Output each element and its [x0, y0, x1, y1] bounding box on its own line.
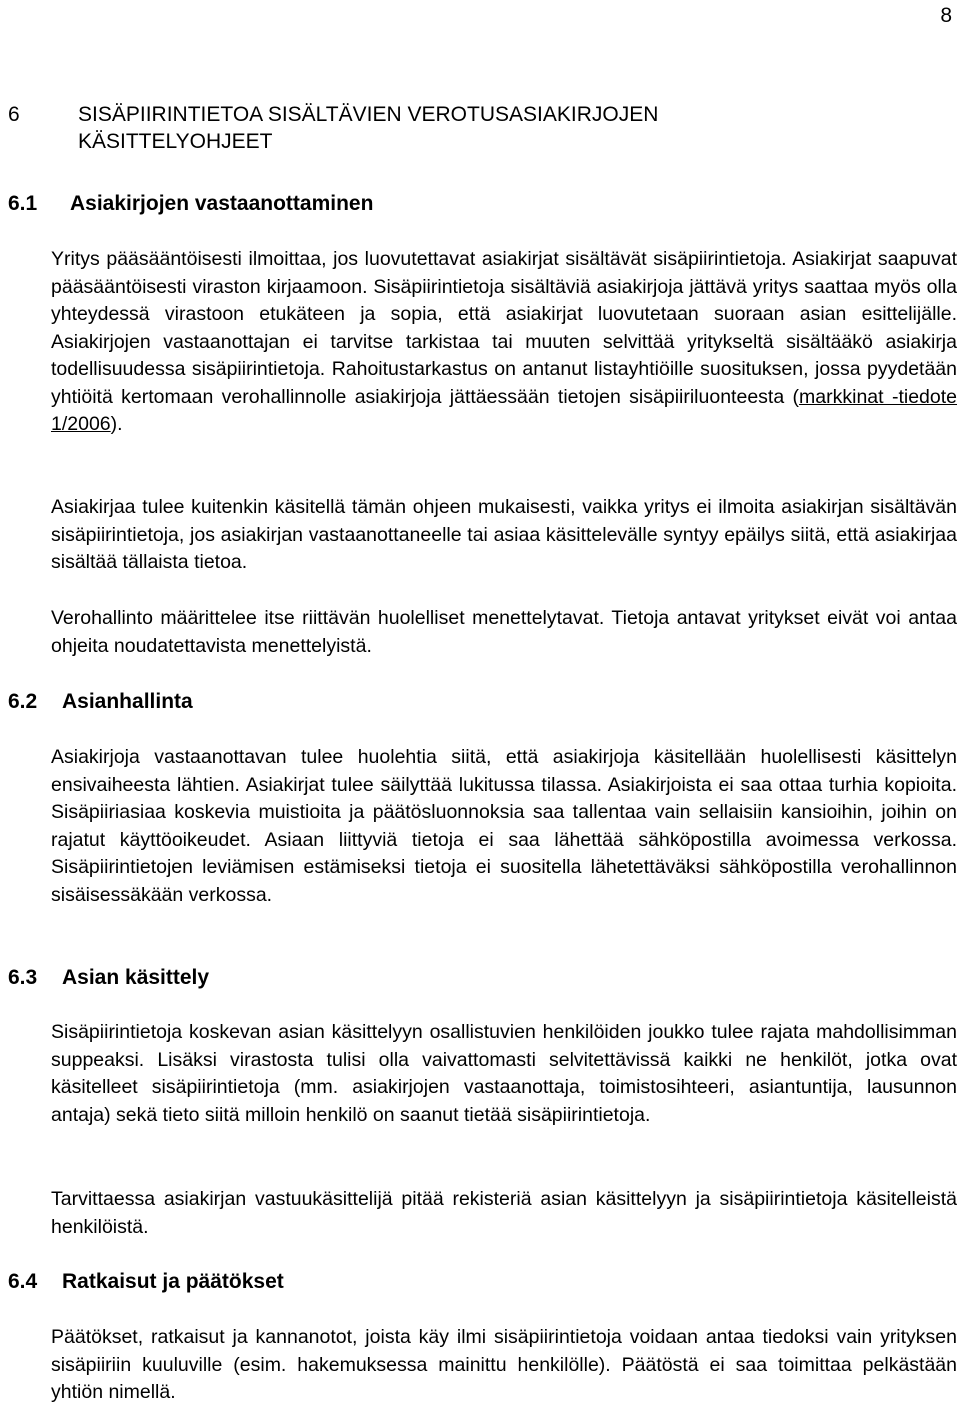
section-title: Ratkaisut ja päätökset	[62, 1270, 284, 1293]
paragraph: Asiakirjoja vastaanottavan tulee huolehtia siitä, että asiakirjoja käsitellään huolellisesti käsittelyn ensivaiheesta lähtien. Asiakirjat tulee säilyttää lukitussa tilassa. Asiakirjoista ei saa ottaa turhia kopioita. Sisäpiiriasiaa koskevia muistioita ja päätösluonnoksia saa tallentaa vain sellaisiin kansioihin, joihin on rajatut käyttöoikeudet. Asiaan liittyviä tietoja ei saa lähettää sähköpostilla avoimessa verkossa. Sisäpiirintietojen leviämisen estämiseksi tietoja ei suositella lähetettäväksi sähköpostilla verohallinnon sisäisessäkään verkossa.	[51, 746, 957, 906]
section-title: Asianhallinta	[62, 690, 193, 713]
paragraph	[51, 246, 957, 439]
paragraph: Päätökset, ratkaisut ja kannanotot, joista käy ilmi sisäpiirintietoja voidaan antaa tiedoksi vain yrityksen sisäpiiriin kuuluville (esim. hakemuksessa mainittu henkilölle). Päätöstä ei saa toimittaa pelkästään yhtiön nimellä.	[51, 1326, 957, 1403]
section-title: Asian käsittely	[62, 966, 210, 989]
paragraph: Verohallinto määrittelee itse riittävän huolelliset menettelytavat. Tietoja antavat yritykset eivät voi antaa ohjeita noudatettavista menettelyistä.	[51, 607, 957, 657]
chapter-number: 6	[8, 103, 20, 126]
section-number: 6.3	[8, 966, 38, 989]
paragraph: Tarvittaessa asiakirjan vastuukäsittelijä pitää rekisteriä asian käsittelyyn ja sisäpiirintietoja käsitelleistä henkilöistä.	[51, 1188, 957, 1238]
paragraph: Sisäpiirintietoja koskevan asian käsittelyyn osallistuvien henkilöiden joukko tulee rajata mahdollisimman suppeaksi. Lisäksi virastosta tulisi olla vaivattomasti selvitettävissä kaikki ne henkilöt, jotka ovat käsitelleet sisäpiirintietoja (mm. asiakirjojen vastaanottaja, toimistosihteeri, asiantuntija, lausunnon antaja) sekä tieto siitä milloin henkilö on saanut tietää sisäpiirintietoja.	[51, 1021, 957, 1126]
section-number: 6.2	[8, 690, 38, 713]
chapter-title	[78, 101, 938, 155]
section-number: 6.4	[8, 1270, 38, 1293]
chapter-title-line-1: SISÄPIIRINTIETOA SISÄLTÄVIEN VEROTUSASIAKIRJOJEN	[78, 103, 659, 126]
paragraph: Asiakirjaa tulee kuitenkin käsitellä tämän ohjeen mukaisesti, vaikka yritys ei ilmoita asiakirjan sisältävän sisäpiirintietoja, jos asiakirjan vastaanottaneelle tai asiaa käsittelevälle syntyy epäilys siitä, että asiakirjaa sisältää tällaista tietoa.	[51, 496, 957, 573]
page-number: 8	[940, 4, 952, 27]
chapter-title-line-2: KÄSITTELYOHJEET	[78, 130, 273, 153]
reference-link[interactable]: markkinat -tiedote 1/2006	[51, 385, 957, 435]
paragraph-text-end: ).	[110, 413, 123, 435]
section-number: 6.1	[8, 192, 38, 215]
section-title: Asiakirjojen vastaanottaminen	[70, 192, 374, 215]
paragraph-text: Yritys pääsääntöisesti ilmoittaa, jos luovutettavat asiakirjat sisältävät sisäpiirintietoja. Asiakirjat saapuvat pääsääntöisesti viraston kirjaamoon. Sisäpiirintietoja sisältäviä asiakirjoja jättävä yritys saattaa myös olla yhteydessä virastoon etukäteen ja sopia, että asiakirjat luovutetaan suoraan asian esittelijälle. Asiakirjojen vastaanottajan ei tarvitse tarkistaa tai muuten selvittää yritykseltä sisältääkö asiakirja todellisuudessa sisäpiirintietoja. Rahoitustarkastus on antanut listayhtiöille suosituksen, jossa pyydetään yhtiöitä kertomaan verohallinnolle asiakirjoja jättäessään tietojen sisäpiiriluonteesta (	[51, 248, 957, 408]
